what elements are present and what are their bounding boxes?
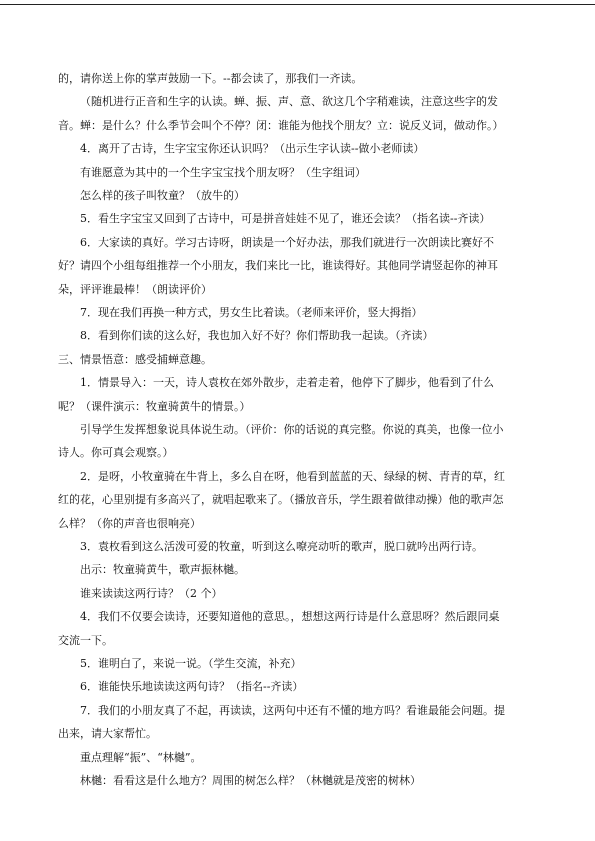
text-line: 音。蝉：是什么？什么季节会叫个不停？闭：谁能为他找个朋友？立：说反义词，做动作。）: [58, 118, 504, 132]
text-line: （随机进行正音和生字的认读。蝉、振、声、意、欲这几个字稍难读，注意这些字的发: [80, 95, 498, 109]
text-line: 呢？（课件演示：牧童骑黄牛的情景。）: [58, 399, 251, 413]
text-line: 6．大家读的真好。学习古诗呀，朗读是一个好办法，那我们就进行一次朗读比赛好不: [80, 235, 494, 249]
text-line: 1．情景导入：一天，诗人袁枚在郊外散步，走着走着，他停下了脚步，他看到了什么: [80, 376, 494, 390]
text-line: 好？请四个小组每组推荐一个小朋友，我们来比一比，谁读得好。其他同学请竖起你的神耳: [58, 259, 498, 273]
poem-display-line: 出示：牧童骑黄牛，歌声振林樾。: [80, 563, 245, 577]
text-line: 谁来读读这两行诗？（2 个）: [80, 586, 223, 600]
text-line: 红的花，心里别提有多高兴了，就唱起歌来了。（播放音乐，学生跟着做律动操）他的歌声怎: [58, 493, 504, 507]
text-line: 7．现在我们再换一种方式，男女生比着读。（老师来评价，竖大拇指）: [80, 306, 423, 319]
text-line: 2．是呀，小牧童骑在牛背上，多么自在呀，他看到蓝蓝的天、绿绿的树、青青的草，红: [80, 469, 505, 483]
text-line: 4．离开了古诗，生字宝宝你还认识吗？（出示生字认读--做小老师读）: [80, 142, 425, 156]
text-line: 重点理解“振”、“林樾”。: [80, 750, 202, 764]
text-line: 的，请你送上你的掌声鼓励一下。--都会读了，那我们一齐读。: [58, 72, 363, 85]
text-line: 有谁愿意为其中的一个生字宝宝找个朋友呀？（生字组词）: [80, 165, 366, 179]
header-rule: [0, 4, 595, 5]
text-line: 引导学生发挥想象说具体说生动。（评价：你的话说的真完整。你说的真美，也像一位小: [80, 423, 504, 436]
text-line: 5．看生字宝宝又回到了古诗中，可是拼音娃娃不见了，谁还会读？（指名读--齐读）: [80, 212, 491, 226]
text-line: 7．我们的小朋友真了不起，再读读，这两句中还有不懂的地方吗？看谁最能会问题。提: [80, 703, 505, 717]
text-line: 朵，评评谁最棒！（朗读评价）: [58, 282, 212, 296]
text-line: 5．谁明白了，来说一说。（学生交流，补充）: [80, 657, 302, 670]
text-line: 诗人。你可真会观察。）: [58, 446, 174, 460]
text-line: 出来，请大家帮忙。: [58, 727, 157, 741]
text-line: 4．我们不仅要会读诗，还要知道他的意思。，想想这两行诗是什么意思呀？然后跟同桌: [80, 610, 500, 624]
text-line: 8．看到你们读的这么好，我也加入好不好？你们帮助我一起读。（齐读）: [80, 329, 434, 343]
text-line: 林樾：看看这是什么地方？周围的树怎么样？（林樾就是茂密的树林）: [80, 774, 421, 787]
section-heading: 三、情景悟意：感受捕蝉意趣。: [58, 352, 212, 366]
text-line: 交流一下。: [58, 633, 113, 647]
text-line: 6．谁能快乐地读读这两句诗？（指名--齐读）: [80, 680, 304, 694]
text-line: 么样？（你的声音也很响亮）: [58, 516, 201, 530]
text-line: 怎么样的孩子叫牧童？（放牛的）: [80, 189, 245, 202]
text-line: 3．袁枚看到这么活泼可爱的牧童，听到这么嘹亮动听的歌声，脱口就吟出两行诗。: [80, 540, 483, 553]
